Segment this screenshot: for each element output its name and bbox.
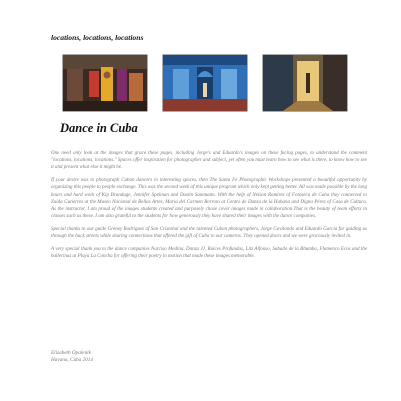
blue-courtyard-doorway-photo — [163, 55, 247, 111]
section-heading: locations, locations, locations — [51, 33, 144, 42]
paragraph: A very special thank you to the dance companies Narciso Medina, Danza JJ, Raices Profundas, Litz Alfonso, Sabado de la Rhumba, Flamenco Ecos and the ballerinas at Playa La Concha for offering their poetry in motion that made these images memorable. — [51, 246, 367, 259]
paragraph: If your desire was to photograph Cuban dancers in interesting spaces, then The Santa Fe Photographic Workshops presented a beautiful opportunity by organizing this people to people exchange. This was the second week of this unique program which only kept getting better. All was made possible by the long hours and hard work of Kip Brundage, Jennifer Spelman and Dustin Sammann. With the help of Nelson Ramírez of Fotoseca de Cuba they connected to Zaida Gutierrez at the Museo Nacional de Bellas Artes, Maria del Carmen Borroto at Centro de Danza de la Habana and Digna Pérez of Casa de Cultura. As the instructor, I am proud of the images students created and purposely chose cover images made in collaboration.That is the beauty of team efforts in classes such as these. I am also grateful to the students for how generously they have shared their images with the dance companies. — [51, 178, 367, 220]
place-date: Havana, Cuba 2014 — [51, 357, 93, 364]
article-title: Dance in Cuba — [60, 121, 138, 135]
dancers-in-colorful-hallway-photo — [63, 55, 147, 111]
paragraph: One need only look at the images that grace these pages, including Jorge's and Eduardo's images on these facing pages, to understand the comment "locations, locations, locations." Spaces offer inspiration for photographer and subject, yet often you must learn how to see what is there, to know how to see it and present what else it might be. — [51, 151, 367, 171]
paragraph: Special thanks to our guide Greney Rodriguez of San Cristobal and the talented Cuban photographers, Jorge Gavilondo and Eduardo Garcia for guiding us through the back streets while sharing connections that offered the gift of Cuba to our cameras. They opened doors and we were graciously invited in. — [51, 226, 367, 240]
article-body — [51, 150, 367, 266]
dancer-in-sunlit-doorway-photo — [263, 55, 347, 111]
author-name: Elizabeth Opalenik — [51, 350, 91, 356]
signature-block — [51, 350, 93, 365]
